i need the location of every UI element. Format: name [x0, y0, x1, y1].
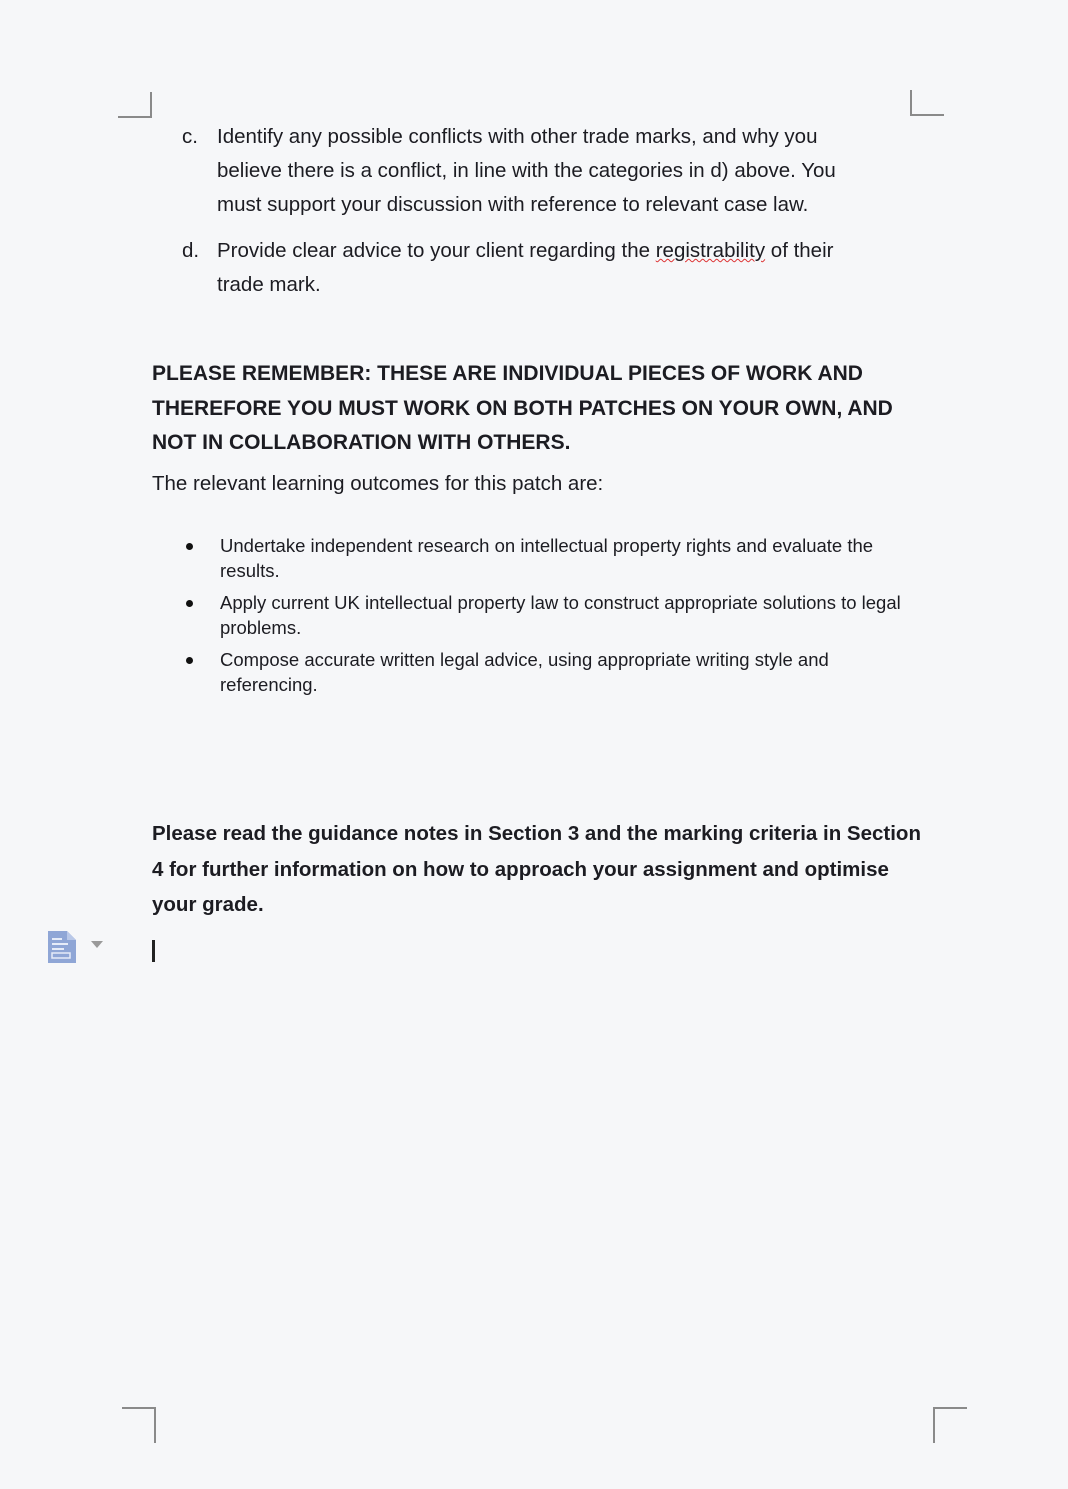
margin-corner-top-left [118, 92, 152, 118]
list-item [186, 590, 926, 640]
bullet-icon [186, 657, 193, 664]
paste-options-dropdown-icon[interactable] [91, 941, 103, 948]
reminder-notice: PLEASE REMEMBER: THESE ARE INDIVIDUAL PIECES OF WORK AND THEREFORE YOU MUST WORK ON BOTH PATCHES ON YOUR OWN, AND NOT IN COLLABORATION WITH OTHERS. [152, 362, 893, 454]
text-cursor [152, 940, 155, 962]
text-segment: of their trade mark. [217, 239, 834, 296]
list-label: c. [182, 125, 198, 148]
margin-corner-top-right [910, 90, 944, 116]
list-item-c [182, 120, 882, 222]
list-item [186, 647, 926, 697]
list-label: d. [182, 239, 200, 262]
text-segment: Provide clear advice to your client regarding the [217, 239, 656, 262]
bullet-icon [186, 600, 193, 607]
bullet-icon [186, 543, 193, 550]
list-text [217, 234, 882, 302]
outcomes-intro: The relevant learning outcomes for this patch are: [152, 472, 604, 495]
spelling-error-word[interactable]: registrability [655, 239, 766, 262]
guidance-note: Please read the guidance notes in Section 3 and the marking criteria in Section 4 for further information on how to approach your assignment and optimise your grade. [152, 822, 921, 916]
outcome-text: Compose accurate written legal advice, using appropriate writing style and referencing. [220, 649, 829, 695]
outcome-text: Apply current UK intellectual property law to construct appropriate solutions to legal problems. [220, 592, 901, 638]
paste-options-icon[interactable] [47, 930, 77, 964]
list-item [186, 533, 926, 583]
outcome-text: Undertake independent research on intellectual property rights and evaluate the results. [220, 535, 874, 581]
list-text: Identify any possible conflicts with other trade marks, and why you believe there is a conflict, in line with the categories in d) above. You must support your discussion with reference to relevant case law. [217, 125, 836, 216]
margin-corner-bottom-right [933, 1407, 967, 1443]
learning-outcomes-list [186, 533, 926, 704]
margin-corner-bottom-left [122, 1407, 156, 1443]
list-item-d [182, 234, 882, 302]
